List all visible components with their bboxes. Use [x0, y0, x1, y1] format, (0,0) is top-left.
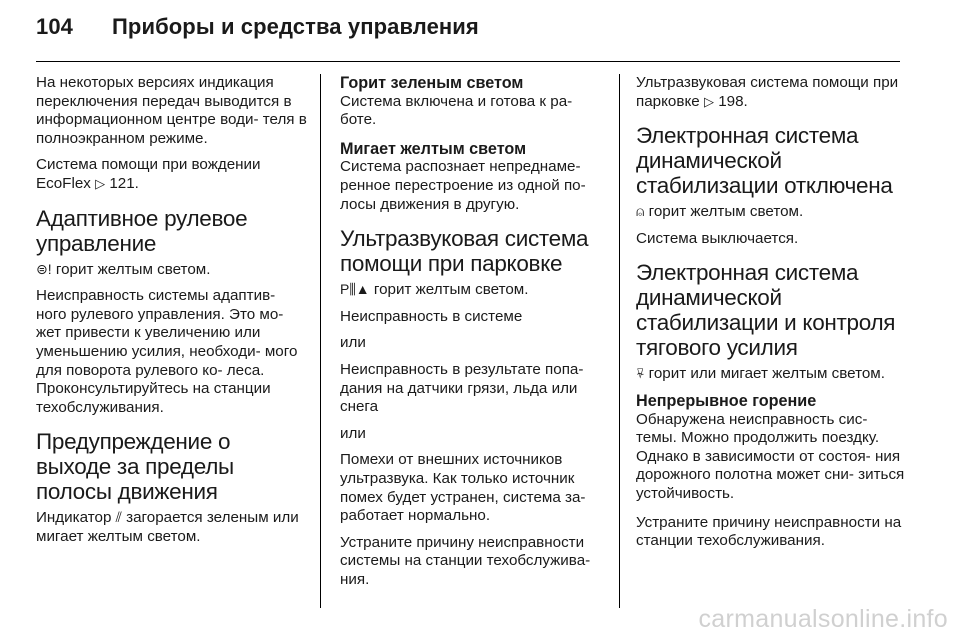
section-heading-lane-departure: Предупреждение о выходе за пределы полосы движения: [36, 429, 234, 505]
paragraph: или: [340, 334, 366, 352]
subheading-green: Горит зеленым светом: [340, 74, 524, 92]
ref-arrow-icon: ▷: [703, 93, 714, 109]
subheading-blink: Мигает желтым светом: [340, 139, 527, 158]
paragraph: Система включена и готова к ра- боте.: [340, 92, 573, 129]
lane-departure-icon: ⫽: [115, 509, 122, 526]
paragraph-adaptive-status: ⊜! горит желтым светом.: [36, 260, 211, 278]
paragraph: Помехи от внешних источников ультразвука. Как только источник помех будет устранен, система за- работает нормально.: [340, 451, 586, 525]
column-1: [36, 74, 308, 555]
page-title: Приборы и средства управления: [112, 14, 479, 39]
section-heading-adaptive-steering: Адаптивное рулевое управление: [36, 205, 248, 256]
paragraph: Устраните причину неисправности системы на станции техобслужива- ния.: [340, 533, 591, 588]
paragraph: Система выключается.: [636, 229, 799, 247]
paragraph: Система распознает непреднаме- ренное перестроение из одной по- лосы движения в другую.: [340, 158, 586, 213]
esc-off-icon: ⍝: [636, 203, 645, 220]
paragraph: Устраните причину неисправности на станции техобслуживания.: [636, 513, 902, 550]
page-link[interactable]: 198.: [718, 92, 748, 110]
paragraph: Обнаружена неисправность сис- темы. Можно продолжить поездку. Однако в зависимости от состоя- ния дорожного полотна может сни- зиться устойчивость.: [636, 410, 905, 502]
column-divider: [619, 74, 620, 608]
paragraph: На некоторых версиях индикация переключения передач выводится в информационном центре води- теля в полноэкранном режиме.: [36, 74, 307, 147]
watermark: carmanualsonline.info: [698, 605, 948, 633]
section-heading-park-assist: Ультразвуковая система помощи при парковке: [340, 226, 589, 277]
adaptive-steering-warning-icon: ⊜!: [36, 260, 52, 277]
page-header: [36, 14, 960, 40]
column-3: [636, 74, 908, 559]
paragraph-park-status: P⫼▲ горит желтым светом.: [340, 281, 529, 299]
paragraph: или: [340, 424, 366, 442]
page-link[interactable]: 121.: [109, 174, 139, 192]
column-divider: [320, 74, 321, 608]
esc-tc-icon: ⍫: [636, 365, 645, 382]
paragraph-lane-indicator: Индикатор ⫽ загорается зеленым или мигает желтым светом.: [36, 509, 299, 545]
section-heading-esc-off: Электронная система динамической стабилизации отключена: [636, 123, 893, 199]
column-2: [340, 74, 612, 597]
paragraph-park-ref: Ультразвуковая система помощи при парковке ▷ 198.: [636, 74, 899, 110]
subheading-continuous: Непрерывное горение: [636, 391, 817, 410]
paragraph-esc-off-status: ⍝ горит желтым светом.: [636, 203, 804, 221]
block-continuous: [636, 392, 908, 504]
ref-arrow-icon: ▷: [95, 175, 106, 191]
page-number: 104: [36, 14, 74, 39]
block-green: [340, 74, 612, 130]
paragraph: Неисправность в системе: [340, 307, 523, 325]
paragraph-ecoflex: Система помощи при вождении EcoFlex ▷ 121.: [36, 156, 261, 192]
block-blink: [340, 140, 612, 214]
section-heading-esc-tc: Электронная система динамической стабилизации и контроля тягового усилия: [636, 260, 896, 361]
paragraph: Неисправность системы адаптив- ного рулевого управления. Это мо- жет привести к увеличению или уменьшению усилия, необходи- мого для поворота рулевого ко- леса. Проконсультируйтесь на станции техобслуживания.: [36, 287, 298, 416]
header-rule: [36, 61, 900, 62]
paragraph: Неисправность в результате попа- дания на датчики грязи, льда или снега: [340, 360, 584, 416]
paragraph-esc-tc-status: ⍫ горит или мигает желтым светом.: [636, 365, 885, 383]
park-assist-icon: P⫼▲: [340, 281, 370, 298]
